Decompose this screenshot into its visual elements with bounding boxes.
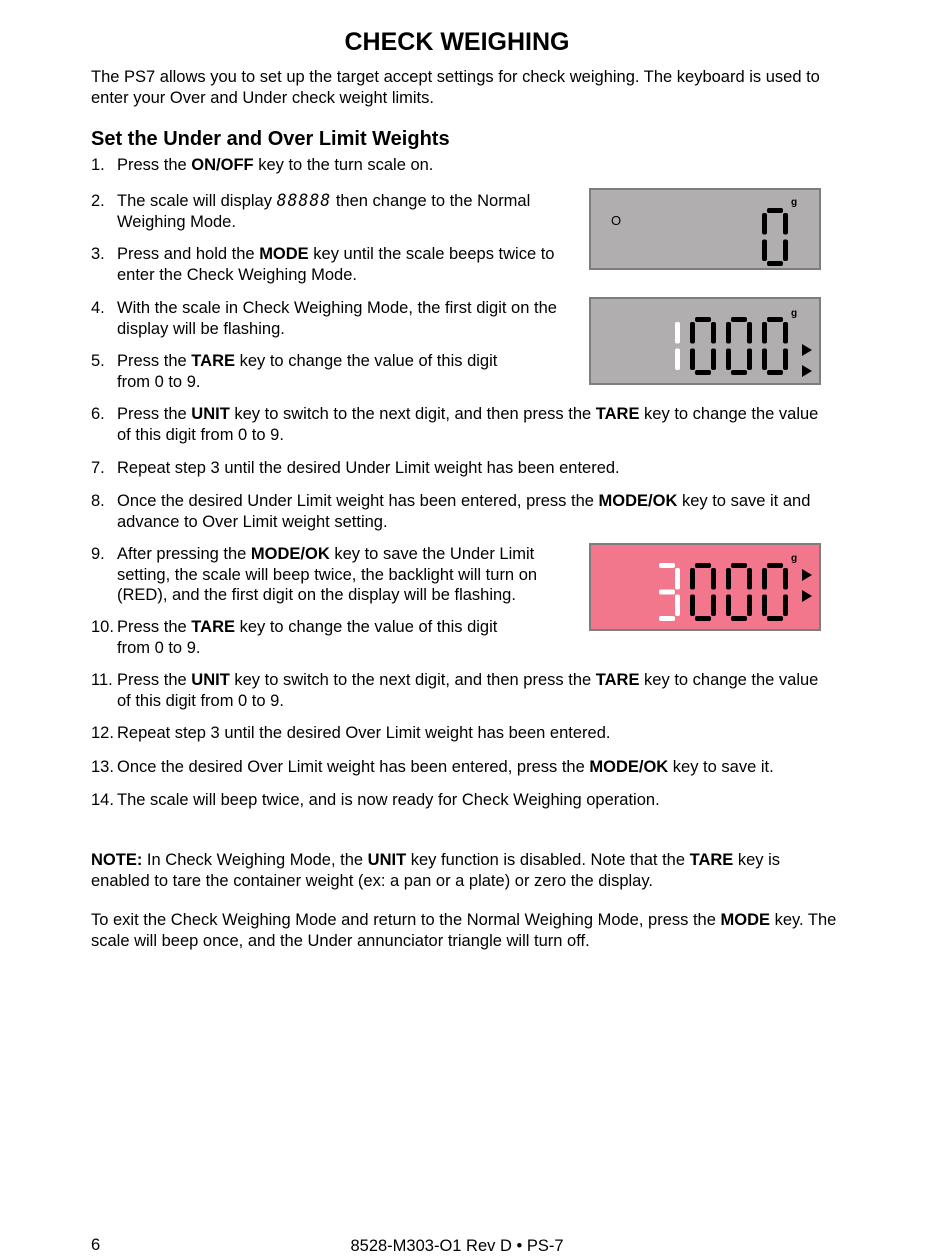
step-number: 11. [91,671,113,689]
step-number: 14. [91,791,114,809]
lcd-segment [711,349,716,371]
lcd-segment [675,568,680,590]
step-number: 6. [91,405,105,423]
step-6: 6. Press the UNIT key to switch to the next digit, and then press the TARE key to change the value of this digit from 0 to 9. [91,405,819,444]
lcd-segment [659,590,675,595]
key-name: ON/OFF [191,156,254,174]
lcd-panel [591,190,819,268]
lcd-segment [711,322,716,344]
note-label: NOTE: [91,851,143,869]
lcd-segment [767,370,783,375]
zero-indicator: O [611,213,622,228]
key-name: MODE [720,911,770,929]
document-reference: 8528-M303-O1 Rev D • PS-7 [350,1237,564,1255]
key-name: MODE/OK [598,492,678,510]
step-7: 7. Repeat step 3 until the desired Under Limit weight has been entered. [91,459,620,477]
lcd-segment [762,349,767,371]
step-number: 12. [91,724,114,742]
step-1: 1. Press the ON/OFF key to the turn scale on. [91,156,434,174]
lcd-segment [783,349,788,371]
intro-paragraph: The PS7 allows you to set up the target accept settings for check weighing. The keyboard is used to enter your Over and Under check weight limits. [91,68,820,107]
lcd-segment [675,595,680,617]
lcd-segment [659,563,675,568]
lcd-segment [762,240,767,262]
section-heading: Set the Under and Over Limit Weights [91,128,450,150]
lcd-segment [767,317,783,322]
key-name: TARE [595,671,640,689]
key-name: MODE/OK [250,545,330,563]
step-number: 13. [91,758,114,776]
lcd-segment [675,349,680,371]
key-name: TARE [595,405,640,423]
lcd-segment [767,261,783,266]
lcd-segment [690,595,695,617]
key-name: MODE/OK [589,758,669,776]
lcd-segment [783,213,788,235]
lcd-segment [726,595,731,617]
step-13: 13. Once the desired Over Limit weight has been entered, press the MODE/OK key to save it. [91,758,774,776]
lcd-segment [747,595,752,617]
lcd-segment [747,322,752,344]
step-9: 9. After pressing the MODE/OK key to save the Under Limit setting, the scale will beep twice, the backlight will turn on (RED), and the first digit on the display will be flashing. [91,545,538,604]
lcd-segment [783,322,788,344]
lcd-segment [767,563,783,568]
step-2: 2. The scale will display 88888 then change to the Normal Weighing Mode. [91,191,531,231]
key-name: TARE [191,352,235,370]
step-number: 9. [91,545,105,563]
lcd-segment [762,568,767,590]
lcd-segment [731,563,747,568]
step-14: 14. The scale will beep twice, and is now ready for Check Weighing operation. [91,791,660,809]
lcd-segment [762,595,767,617]
lcd-segment [762,213,767,235]
lcd-segment [726,322,731,344]
step-8: 8. Once the desired Under Limit weight has been entered, press the MODE/OK key to save it and advance to Over Limit weight setting. [91,492,811,531]
page-number: 6 [91,1236,101,1254]
step-number: 7. [91,459,105,477]
step-number: 1. [91,156,105,174]
lcd-segment [767,616,783,621]
step-11: 11. Press the UNIT key to switch to the next digit, and then press the TARE key to change the value of this digit from 0 to 9. [91,671,819,710]
lcd-segment [711,595,716,617]
lcd-segment [711,568,716,590]
step-10: 10. Press the TARE key to change the value of this digit from 0 to 9. [91,618,498,657]
lcd-segment [731,317,747,322]
lcd-segment [695,370,711,375]
lcd-segment [695,616,711,621]
lcd-segment [690,349,695,371]
lcd-segment [783,240,788,262]
lcd-segment [747,568,752,590]
key-name: TARE [689,851,734,869]
note-paragraph: NOTE: In Check Weighing Mode, the UNIT key function is disabled. Note that the TARE key is enabled to tare the container weight (ex: a pan or a plate) or zero the display. [91,851,781,890]
lcd-segment [783,568,788,590]
step-5: 5. Press the TARE key to change the value of this digit from 0 to 9. [91,352,498,391]
scale-display-over-limit [589,543,821,631]
step-number: 3. [91,245,105,263]
lcd-segment [659,616,675,621]
scale-display-normal [589,188,821,270]
key-name: UNIT [191,671,230,689]
page-title: CHECK WEIGHING [344,28,570,56]
lcd-segment [783,595,788,617]
lcd-segment [762,322,767,344]
key-name: TARE [191,618,235,636]
key-name: UNIT [191,405,230,423]
lcd-segment [726,349,731,371]
lcd-segment [695,563,711,568]
key-name: UNIT [367,851,407,869]
lcd-panel [591,545,819,629]
step-3: 3. Press and hold the MODE key until the scale beeps twice to enter the Check Weighing Mode. [91,245,555,284]
lcd-segment [731,616,747,621]
lcd-segment [767,208,783,213]
step-number: 10. [91,618,114,636]
scale-display-under-limit [589,297,821,385]
exit-paragraph: To exit the Check Weighing Mode and return to the Normal Weighing Mode, press the MODE key. The scale will beep once, and the Under annunciator triangle will turn off. [91,911,837,950]
lcd-panel [591,299,819,383]
unit-label: g [791,308,798,319]
lcd-test-pattern: 88888 [276,191,332,210]
unit-label: g [791,197,798,208]
lcd-segment [675,322,680,344]
step-number: 2. [91,192,105,210]
step-4: 4. With the scale in Check Weighing Mode, the first digit on the display will be flashing. [91,299,557,338]
lcd-segment [747,349,752,371]
lcd-segment [690,568,695,590]
step-12: 12. Repeat step 3 until the desired Over Limit weight has been entered. [91,724,611,742]
unit-label: g [791,553,798,564]
step-number: 8. [91,492,105,510]
lcd-segment [690,322,695,344]
lcd-segment [731,370,747,375]
lcd-segment [695,317,711,322]
step-number: 5. [91,352,105,370]
lcd-segment [726,568,731,590]
key-name: MODE [259,245,309,263]
step-number: 4. [91,299,105,317]
